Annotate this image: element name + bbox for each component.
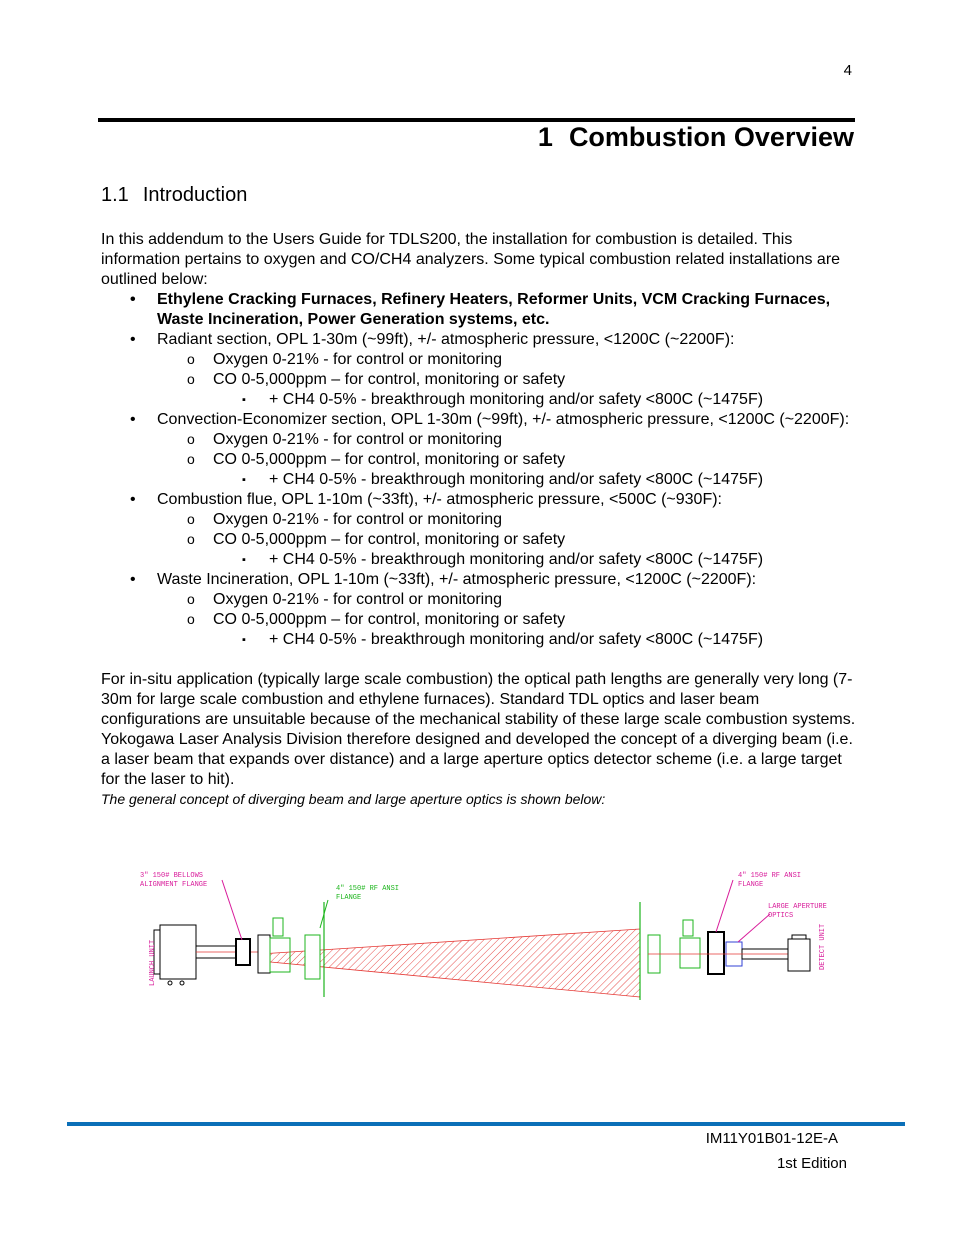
list-item bbox=[157, 410, 857, 490]
sublist-item bbox=[213, 610, 857, 650]
subsublist bbox=[213, 390, 857, 410]
chapter-number: 1 bbox=[537, 122, 553, 152]
flange-left-label-line1: 4" 150# RF ANSI bbox=[336, 885, 400, 893]
list-item: • Ethylene Cracking Furnaces, Refinery Heaters, Reformer Units, VCM Cracking Furnaces, Waste Incineration, Power Generation systems, etc. bbox=[157, 290, 857, 330]
page-number: 4 bbox=[843, 62, 852, 79]
bellows-label-line1: 3" 150# BELLOWS bbox=[140, 872, 204, 880]
sublist-item-text: CO 0-5,000ppm – for control, monitoring or safety bbox=[213, 611, 566, 628]
document-id: IM11Y01B01-12E-A bbox=[705, 1130, 838, 1147]
sublist-item: o Oxygen 0-21% - for control or monitoring bbox=[213, 510, 857, 530]
sublist bbox=[157, 430, 857, 490]
flange-right-body bbox=[708, 932, 724, 974]
intro-paragraph: In this addendum to the Users Guide for TDLS200, the installation for combustion is detailed. This information pertains to oxygen and CO/CH4 analyzers. Some typical combustion related installations are outlined below: bbox=[101, 231, 841, 288]
launch-unit-body bbox=[160, 925, 196, 979]
section-heading bbox=[101, 184, 247, 207]
flange-right-label-line2: FLANGE bbox=[738, 881, 764, 889]
sublist-item-text: CO 0-5,000ppm – for control, monitoring or safety bbox=[213, 451, 566, 468]
list-item-text: Waste Incineration, OPL 1-10m (~33ft), +/- atmospheric pressure, <1200C (~2200F): bbox=[157, 571, 757, 588]
section-title: Introduction bbox=[142, 184, 248, 206]
sublist-item: o Oxygen 0-21% - for control or monitoring bbox=[213, 430, 857, 450]
valve-left bbox=[273, 918, 283, 936]
chapter-title bbox=[538, 122, 854, 153]
launch-unit-foot bbox=[180, 981, 184, 985]
subsublist bbox=[213, 630, 857, 650]
list-item bbox=[157, 490, 857, 570]
sublist-item bbox=[213, 370, 857, 410]
sublist-item-text: CO 0-5,000ppm – for control, monitoring or safety bbox=[213, 531, 566, 548]
launch-unit-label: LAUNCH UNIT bbox=[149, 939, 157, 986]
subsublist-item: ▪ + CH4 0-5% - breakthrough monitoring and/or safety <800C (~1475F) bbox=[269, 550, 857, 570]
valve-right-body bbox=[680, 938, 700, 968]
body-content bbox=[101, 230, 857, 808]
flange-left-nozzle bbox=[305, 935, 320, 979]
bellows-label-line2: ALIGNMENT FLANGE bbox=[140, 881, 208, 889]
sublist-item bbox=[213, 530, 857, 570]
subsublist bbox=[213, 470, 857, 490]
subsublist-item: ▪ + CH4 0-5% - breakthrough monitoring and/or safety <800C (~1475F) bbox=[269, 390, 857, 410]
insitu-paragraph: For in-situ application (typically large scale combustion) the optical path lengths are generally very long (7-30m for large scale combustion and ethylene furnaces). Standard TDL optics and laser beam configurations are unsuitable because of the mechanical stability of these large scale combustion systems. Yokogawa Laser Analysis Division therefore designed and developed the concept of a diverging beam (i.e. a laser beam that expands over distance) and a large aperture optics detector scheme (i.e. a large target for the laser to hit). bbox=[101, 671, 856, 788]
detect-unit-cap bbox=[792, 935, 806, 939]
sublist-item: o Oxygen 0-21% - for control or monitoring bbox=[213, 590, 857, 610]
list-item-text: Combustion flue, OPL 1-10m (~33ft), +/- atmospheric pressure, <500C (~930F): bbox=[157, 491, 722, 508]
chapter-title-text: Combustion Overview bbox=[568, 122, 854, 152]
sublist-item bbox=[213, 450, 857, 490]
list-item bbox=[157, 570, 857, 650]
flange-left-body bbox=[258, 935, 270, 973]
detect-unit-label: DETECT UNIT bbox=[819, 923, 827, 970]
list-item bbox=[157, 330, 857, 410]
sublist bbox=[157, 510, 857, 570]
list-item-text: Radiant section, OPL 1-30m (~99ft), +/- atmospheric pressure, <1200C (~2200F): bbox=[157, 331, 735, 348]
diverging-beam-diagram bbox=[130, 862, 840, 1012]
aperture-pointer bbox=[738, 914, 770, 942]
sublist bbox=[157, 590, 857, 650]
footer-rule bbox=[67, 1122, 905, 1126]
bellows-pointer bbox=[222, 880, 242, 940]
launch-unit-foot bbox=[168, 981, 172, 985]
valve-right bbox=[683, 920, 693, 936]
sublist-item-text: CO 0-5,000ppm – for control, monitoring or safety bbox=[213, 371, 566, 388]
subsublist-item: ▪ + CH4 0-5% - breakthrough monitoring and/or safety <800C (~1475F) bbox=[269, 630, 857, 650]
aperture-label-line1: LARGE APERTURE bbox=[768, 903, 827, 911]
section-number: 1.1 bbox=[101, 184, 129, 206]
figure-caption: The general concept of diverging beam and large aperture optics is shown below: bbox=[101, 791, 606, 807]
sublist bbox=[157, 350, 857, 410]
list-item-text: Convection-Economizer section, OPL 1-30m (~99ft), +/- atmospheric pressure, <1200C (~2200F): bbox=[157, 411, 850, 428]
installation-list bbox=[101, 290, 857, 650]
bellows-flange bbox=[236, 939, 250, 965]
subsublist-item: ▪ + CH4 0-5% - breakthrough monitoring and/or safety <800C (~1475F) bbox=[269, 470, 857, 490]
flange-right-pointer bbox=[716, 880, 733, 932]
aperture-label-line2: OPTICS bbox=[768, 912, 794, 920]
edition: 1st Edition bbox=[776, 1155, 847, 1172]
subsublist bbox=[213, 550, 857, 570]
detect-unit-body bbox=[788, 939, 810, 971]
flange-right-label-line1: 4" 150# RF ANSI bbox=[738, 872, 802, 880]
sublist-item: o Oxygen 0-21% - for control or monitoring bbox=[213, 350, 857, 370]
flange-left-label-line2: FLANGE bbox=[336, 894, 362, 902]
